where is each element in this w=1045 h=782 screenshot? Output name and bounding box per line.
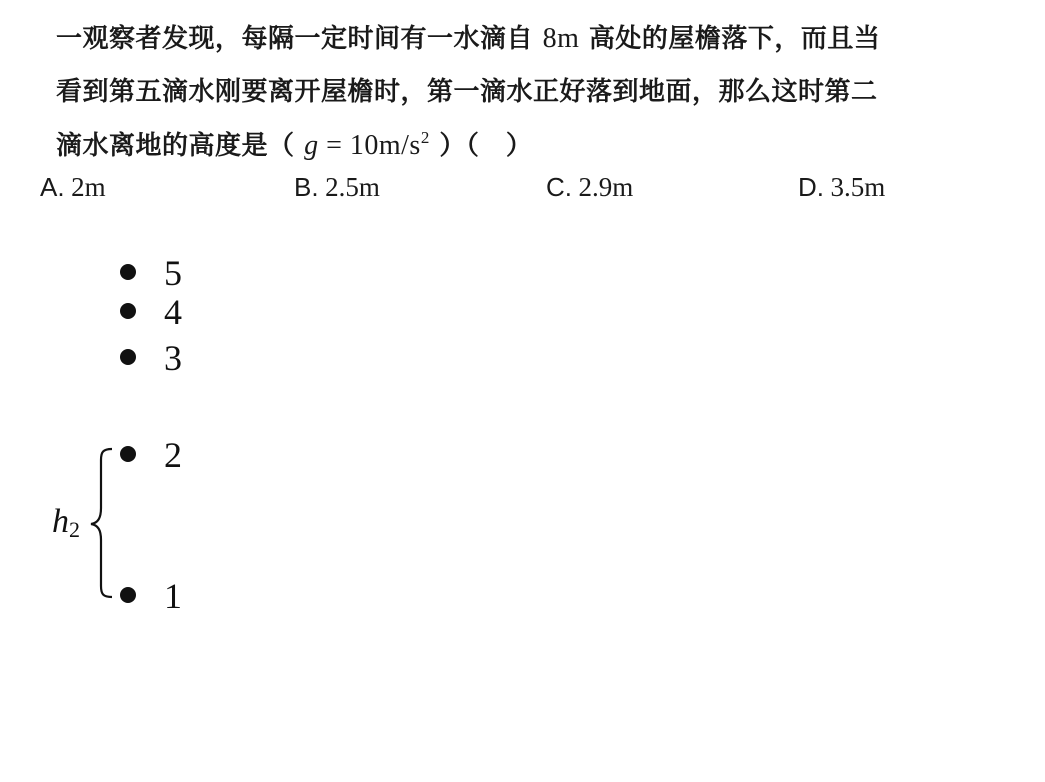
drop-1-label: 1 — [164, 576, 182, 616]
gravity-exponent: 2 — [420, 128, 430, 147]
option-c-value: 2.9m — [578, 172, 634, 202]
option-b-value: 2.5m — [325, 172, 380, 202]
gravity-value: = 10m/s — [326, 130, 421, 161]
gravity-symbol: g — [304, 130, 319, 161]
question-line-3 — [56, 119, 1026, 173]
height-label — [52, 503, 80, 542]
drop-5-dot — [120, 264, 136, 280]
gravity-formula — [304, 130, 430, 161]
answer-options — [40, 172, 1030, 212]
question-line-3-text: 滴水离地的高度是（ — [56, 131, 295, 161]
option-b[interactable] — [294, 172, 380, 203]
question-line-1 — [56, 12, 1026, 66]
option-a-value: 2m — [71, 172, 106, 202]
drop-4-label: 4 — [164, 292, 182, 332]
water-drop-diagram — [40, 240, 240, 620]
option-a[interactable] — [40, 172, 106, 203]
option-d-value: 3.5m — [830, 172, 886, 202]
water-drop-figure — [40, 240, 240, 620]
option-a-letter: A. — [40, 172, 65, 202]
option-c-letter: C. — [546, 172, 572, 202]
drop-2-dot — [120, 446, 136, 462]
drop-2-label: 2 — [164, 435, 182, 475]
roof-height-value: 8m — [542, 23, 580, 54]
height-subscript: 2 — [69, 517, 80, 542]
option-d-letter: D. — [798, 172, 824, 202]
drop-3-label: 3 — [164, 338, 182, 378]
option-c[interactable] — [546, 172, 633, 203]
question-line-1-text: 一观察者发现，每隔一定时间有一水滴自 — [56, 24, 534, 54]
option-b-letter: B. — [294, 172, 319, 202]
answer-blank: ）（ ） — [439, 131, 533, 161]
drop-4-dot — [120, 303, 136, 319]
question-text — [56, 12, 1026, 173]
question-line-2: 看到第五滴水刚要离开屋檐时，第一滴水正好落到地面，那么这时第二 — [56, 77, 878, 107]
question-line-1-tail: 高处的屋檐落下，而且当 — [588, 24, 881, 54]
option-d[interactable] — [798, 172, 885, 203]
drop-3-dot — [120, 349, 136, 365]
drop-1-dot — [120, 587, 136, 603]
height-brace — [91, 449, 112, 597]
height-symbol: h — [52, 503, 69, 540]
drop-5-label: 5 — [164, 253, 182, 293]
